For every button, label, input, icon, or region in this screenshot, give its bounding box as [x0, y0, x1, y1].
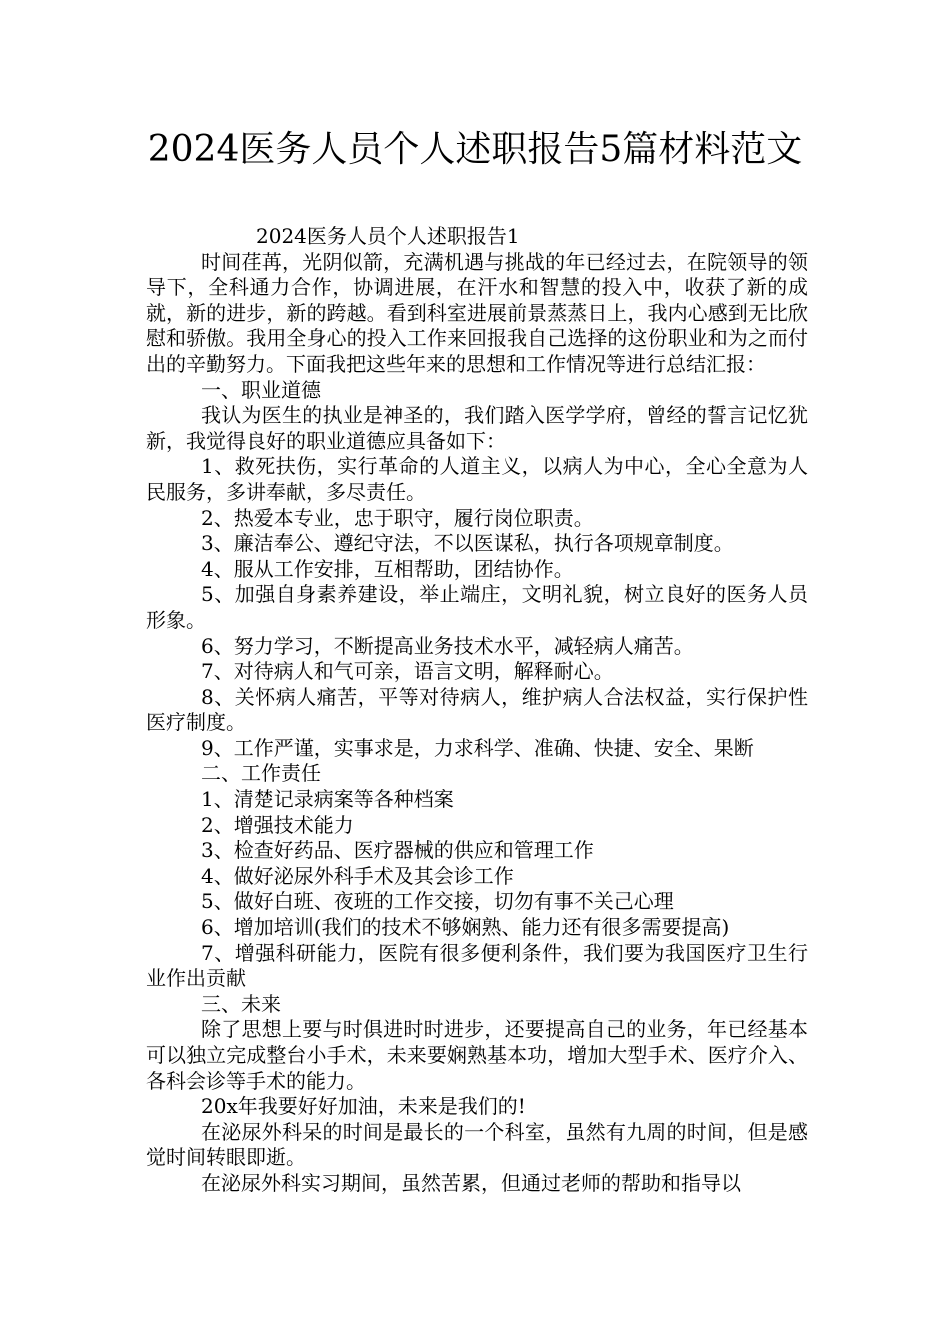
list-item-ethics: 3、廉洁奉公、遵纪守法，不以医谋私，执行各项规章制度。	[201, 531, 734, 556]
list-item-ethics: 6、努力学习，不断提高业务技术水平，减轻病人痛苦。	[201, 633, 694, 658]
paragraph-internship: 在泌尿外科实习期间，虽然苦累，但通过老师的帮助和指导以	[201, 1170, 741, 1195]
list-item-ethics: 2、热爱本专业，忠于职守，履行岗位职责。	[201, 505, 594, 530]
paragraph-urology: 在泌尿外科呆的时间是最长的一个科室，虽然有九周的时间，但是感觉时间转眼即逝。	[146, 1119, 808, 1170]
list-item-ethics: 5、加强自身素养建设，举止端庄，文明礼貌，树立良好的医务人员形象。	[146, 582, 808, 632]
list-item-ethics: 9、工作严谨，实事求是，力求科学、准确、快捷、安全、果断	[201, 735, 754, 760]
list-item-ethics: 1、救死扶伤，实行革命的人道主义，以病人为中心，全心全意为人民服务，多讲奉献，多尽责任。	[146, 454, 808, 504]
list-item-responsibility: 3、检查好药品、医疗器械的供应和管理工作	[201, 838, 594, 863]
list-item-responsibility: 4、做好泌尿外科手术及其会诊工作	[201, 863, 514, 888]
paragraph-intro: 时间荏苒，光阴似箭，充满机遇与挑战的年已经过去，在院领导的领导下，全科通力合作，协调进展，在汗水和智慧的投入中，收获了新的成就，新的进步，新的跨越。看到科室进展前景蒸蒸日上，我内心感到无比欣慰和骄傲。我用全身心的投入工作来回报我自己选择的这份职业和为之而付出的辛勤努力。下面我把这些年来的思想和工作情况等进行总结汇报：	[146, 249, 808, 376]
paragraph-future: 除了思想上要与时俱进时时进步，还要提高自己的业务，年已经基本可以独立完成整台小手术，未来要娴熟基本功，增加大型手术、医疗介入、各科会诊等手术的能力。	[146, 1017, 808, 1093]
section-subtitle: 2024医务人员个人述职报告1	[256, 224, 520, 248]
heading-work-responsibility: 二、工作责任	[201, 761, 321, 786]
list-item-responsibility: 7、增强科研能力，医院有很多便利条件，我们要为我国医疗卫生行业作出贡献	[146, 940, 808, 991]
paragraph-motto: 20x年我要好好加油，未来是我们的!	[201, 1094, 526, 1119]
list-item-responsibility: 1、清楚记录病案等各种档案	[201, 787, 454, 812]
list-item-responsibility: 5、做好白班、夜班的工作交接，切勿有事不关己心理	[201, 889, 674, 914]
heading-future: 三、未来	[201, 991, 281, 1016]
heading-professional-ethics: 一、职业道德	[201, 377, 321, 402]
paragraph-ethics-intro: 我认为医生的执业是神圣的，我们踏入医学学府，曾经的誓言记忆犹新，我觉得良好的职业道德应具备如下：	[146, 403, 808, 453]
list-item-responsibility: 6、增加培训(我们的技术不够娴熟、能力还有很多需要提高)	[201, 915, 730, 940]
list-item-ethics: 7、对待病人和气可亲，语言文明，解释耐心。	[201, 659, 614, 684]
document-body	[146, 224, 808, 1197]
list-item-ethics: 8、关怀病人痛苦，平等对待病人，维护病人合法权益，实行保护性医疗制度。	[146, 684, 808, 735]
list-item-ethics: 4、服从工作安排，互相帮助，团结协作。	[201, 556, 574, 581]
list-item-responsibility: 2、增强技术能力	[201, 812, 354, 837]
document-title: 2024医务人员个人述职报告5篇材料范文	[147, 129, 803, 170]
